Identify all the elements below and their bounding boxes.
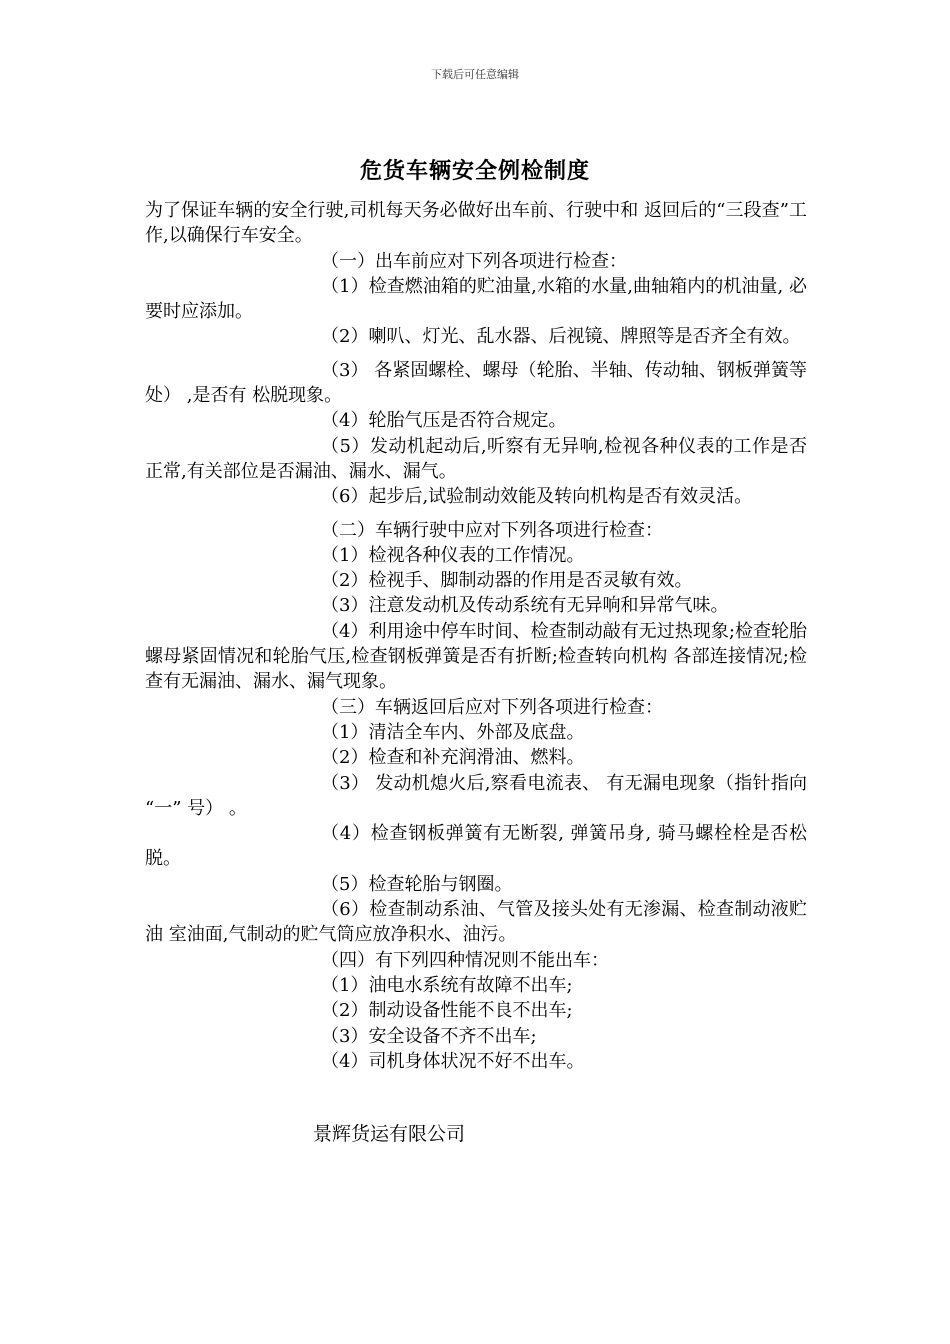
- header-note: 下载后可任意编辑: [431, 68, 519, 81]
- section-4-item-2: （2）制动设备性能不良不出车;: [321, 1000, 573, 1022]
- section-2-item-2: （2）检视手、脚制动器的作用是否灵敏有效。: [321, 570, 693, 592]
- section-4-item-3: （3）安全设备不齐不出车;: [321, 1025, 537, 1047]
- section-4-item-4: （4）司机身体状况不好不出车。: [321, 1050, 585, 1072]
- intro-paragraph: 为了保证车辆的安全行驶,司机每天务必做好出车前、行驶中和 返回后的“三段查”工作,以确保行车安全。: [145, 200, 807, 247]
- section-1-item-5: （5）发动机起动后,听察有无异响,检视各种仪表的工作是否 正常,有关部位是否漏油、漏水、漏气。: [145, 435, 807, 482]
- section-1-item-1: （1）检查燃油箱的贮油量,水箱的水量,曲轴箱内的机油量, 必要时应添加。: [145, 275, 807, 323]
- section-2-item-1: （1）检视各种仪表的工作情况。: [321, 544, 585, 566]
- section-3-item-4: （4）检查钢板弹簧有无断裂, 弹簧吊身, 骑马螺栓栓是否松脱。: [145, 823, 807, 870]
- section-4-item-1: （1）油电水系统有故障不出车;: [321, 974, 573, 996]
- section-3-item-3: （3） 发动机熄火后,察看电流表、 有无漏电现象（指针指向 “一” 号） 。: [145, 772, 807, 819]
- section-3-item-6: （6）检查制动系油、气管及接头处有无渗漏、检查制动液贮油 室油面,气制动的贮气筒应放净积水、油污。: [145, 899, 807, 946]
- section-3-item-2: （2）检查和补充润滑油、燃料。: [321, 747, 585, 769]
- section-4-heading: （四）有下列四种情况则不能出车：: [321, 949, 609, 971]
- document-body: [145, 198, 807, 1074]
- section-2-item-4: （4）利用途中停车时间、检查制动敲有无过热现象;检查轮胎 螺母紧固情况和轮胎气压,检查钢板弹簧是否有折断;检查转向机构 各部连接情况;检查有无漏油、漏水、漏气现象。: [145, 620, 807, 693]
- section-1-item-2: （2）喇叭、灯光、乱水器、后视镜、牌照等是否齐全有效。: [321, 326, 801, 348]
- company-signature: 景辉货运有限公司: [313, 1123, 466, 1145]
- section-1-item-4: （4）轮胎气压是否符合规定。: [321, 410, 567, 432]
- section-2-heading: （二）车辆行驶中应对下列各项进行检查：: [321, 519, 663, 541]
- section-2-item-3: （3）注意发动机及传动系统有无异响和异常气味。: [321, 595, 729, 617]
- section-1-heading: （一）出车前应对下列各项进行检查：: [321, 250, 627, 272]
- section-3-heading: （三）车辆返回后应对下列各项进行检查：: [321, 696, 663, 718]
- section-1-item-6: （6）起步后,试验制动效能及转向机构是否有效灵活。: [321, 486, 753, 508]
- document-title: 危货车辆安全例检制度: [359, 159, 590, 184]
- section-1-item-3: （3） 各紧固螺栓、螺母（轮胎、半轴、传动轴、钢板弹簧等处） ,是否有 松脱现象。: [145, 359, 807, 407]
- section-3-item-5: （5）检查轮胎与钢圈。: [321, 873, 513, 895]
- section-3-item-1: （1）清洁全车内、外部及底盘。: [321, 721, 585, 743]
